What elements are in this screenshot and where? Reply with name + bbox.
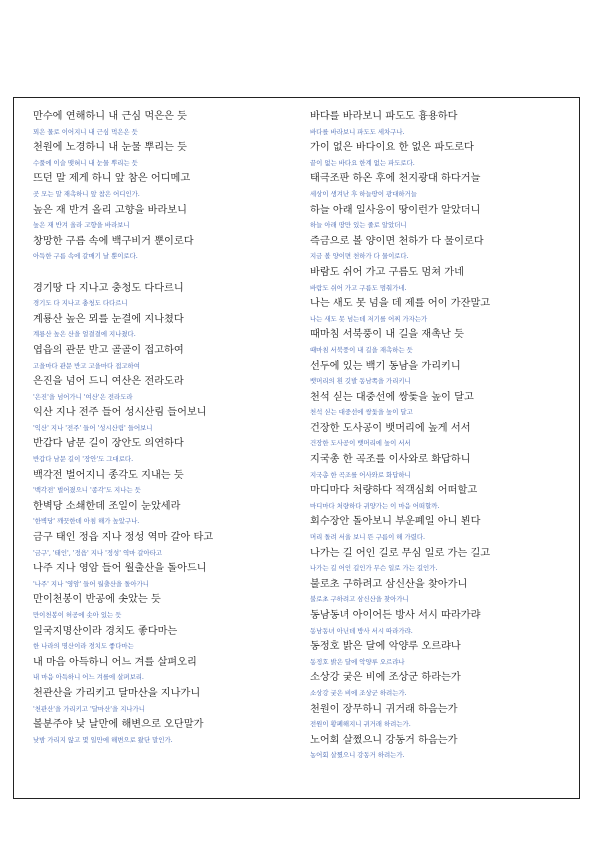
verse-line: 백각전 벌어지니 종각도 지내는 듯 [33, 469, 184, 481]
verse-translation: '금구', '태인', '정읍' 지나 '정성' 역마 갈아타고 [33, 548, 163, 557]
verse-translation: 건장한 도사공이 뱃머리에 높이 서서 [310, 439, 411, 448]
verse-translation: 내 마음 아득하니 어느 겨를에 살펴보리. [33, 673, 144, 682]
verse-line: 불로초 구하려고 삼신산을 찾아가니 [310, 578, 468, 590]
verse-line: 경기땅 다 지나고 충청도 다다르니 [33, 282, 184, 294]
verse-translation: 나는 새도 못 넘는데 저기를 어찌 가자는가 [310, 314, 428, 323]
verse-translation: 천석 싣는 대중선에 쌍돛을 높이 달고 [310, 408, 413, 417]
verse-line: 천원이 장무하니 귀거래 하음는가 [310, 703, 458, 715]
verse-line: 나가는 길 어인 길로 무심 일로 가는 길고 [310, 547, 491, 559]
verse-translation: 높은 재 반겨 올라 고향을 바라보니 [33, 221, 130, 230]
stanza-gap [33, 265, 295, 281]
verse-translation: 계룡산 높은 산을 얼결결에 지나쳤다. [33, 330, 136, 339]
verse-line: 하늘 아래 일사응이 땅이런가 알았더니 [310, 204, 481, 216]
verse-line: 은진을 넘어 드니 여산은 전라도라 [33, 376, 184, 388]
verse-translation: 수풀에 이슬 맺혀니 내 눈물 뿌리는 듯 [33, 158, 138, 167]
verse-line: 태극조판 하온 후에 천지광대 하다거늘 [310, 173, 481, 185]
verse-line: 즉금으로 볼 양이면 천하가 다 물이로다 [310, 235, 484, 247]
verse-translation: 때마침 서북풍이 내 길을 재촉하는 듯 [310, 345, 413, 354]
verse-line: 만수에 연해하니 내 근심 먹은은 듯 [33, 111, 187, 122]
verse-translation: 반갑다 남문 길이 '장안'도 그대로다. [33, 455, 134, 464]
verse-translation: 고을마다 관문 반고 고을마다 접고하여 [33, 361, 140, 370]
verse-translation: 마디마다 처량하다 귀양가는 이 마음 어떠할까. [310, 501, 440, 510]
verse-translation: 만이천봉이 허공에 솟아 있는 듯 [33, 611, 122, 619]
verse-line: 볼분주야 낮 날만에 해변으로 오단말가 [33, 719, 204, 731]
verse-line: 반갑다 남문 길이 장안도 의연하다 [33, 438, 184, 450]
verse-line: 회수장안 돌아보니 부운폐일 아니 뵌다 [310, 516, 481, 528]
verse-translation: 끝이 없는 바다요 한계 없는 파도로다. [310, 158, 415, 167]
verse-line: 천관산을 가리키고 달마산을 지나가니 [33, 687, 201, 699]
verse-translation: 하늘 아래 땅만 있는 줄로 알았더니 [310, 221, 407, 230]
verse-translation: '익산' 지나 '전주' 들어 '성시산림' 들어보니 [33, 423, 153, 432]
verse-line: 천원에 노경하니 내 눈물 뿌리는 듯 [33, 142, 187, 154]
verse-line: 나는 새도 못 넘을 데 제를 어이 가잔말고 [310, 298, 491, 310]
right-column [310, 109, 572, 764]
verse-translation: 머리 돌려 서울 보니 뜬 구름이 해 가렸다. [310, 533, 426, 542]
verse-translation: '은진'을 넘어가니 '여산'은 전라도라 [33, 392, 133, 401]
verse-line: 금구 태인 정읍 지나 정성 역마 갈아 타고 [33, 532, 214, 544]
verse-translation: 아득한 구름 속에 갈매기 날 뿐이로다. [33, 252, 138, 261]
verse-translation: '천관산'을 가리키고 '달마산'을 지나가니 [33, 704, 145, 713]
verse-line: 계룡산 높은 뫼를 눈결에 지나쳤다 [33, 313, 184, 325]
verse-translation: 경기도 다 지나고 충청도 다다르니 [33, 299, 128, 308]
verse-line: 익산 지나 전주 들어 성시산림 들어보니 [33, 407, 207, 419]
verse-translation: 바람도 쉬어 가고 구름도 멈춰가네. [310, 283, 407, 292]
verse-line: 엽읍의 관문 반고 골골이 접고하여 [33, 344, 184, 356]
verse-line: 바다를 바라보니 파도도 흉용하다 [310, 111, 458, 122]
verse-translation: 세상이 생겨난 후 하늘땅이 광대하거늘 [310, 189, 417, 198]
verse-line: 건장한 도사공이 뱃머리에 높게 서서 [310, 422, 471, 434]
verse-line: 내 마음 아득하니 어느 겨를 살펴오리 [33, 656, 197, 668]
verse-line: 만이천봉이 반공에 솟았는 듯 [33, 594, 161, 606]
verse-translation: 한 나라의 명산이라 경치도 좋다마는 [33, 642, 134, 651]
verse-translation: '나주' 지나 '영암' 들어 월출산을 돌아가니 [33, 579, 149, 588]
verse-line: 마디마다 처량하다 적객심회 어떠할고 [310, 485, 478, 497]
verse-translation: 동남동녀 아닌데 방사 서시 따라가랴. [310, 626, 413, 635]
verse-line: 동남동녀 아이어든 방사 서시 따라가랴 [310, 610, 481, 621]
verse-translation: 동정호 밝은 달에 악양루 오르랴나 [310, 657, 405, 666]
verse-translation: 불로초 구하려고 삼신산을 찾아가니 [310, 595, 409, 604]
verse-line: 때마침 서북풍이 내 길을 재촉난 듯 [310, 329, 464, 341]
left-column [33, 109, 295, 748]
verse-translation: 농어회 살쪘으니 강동거 하려는가. [310, 751, 405, 760]
verse-line: 동정호 밝은 달에 악양루 오르랴나 [310, 641, 461, 653]
verse-translation: 낮밤 가리지 않고 몇 일만에 해변으로 왔단 말인가. [33, 735, 173, 744]
verse-line: 바람도 쉬어 가고 구름도 멈쳐 가네 [310, 266, 464, 278]
verse-line: 나주 지나 영암 들어 월출산을 돌아드니 [33, 563, 207, 575]
verse-translation: '백각전' 벌어졌으니 '종각'도 지나는 듯 [33, 486, 141, 495]
verse-translation: 뱃머리의 흰 깃발 동남쪽을 가리키니 [310, 377, 411, 386]
verse-translation: 지금 볼 양이면 천하가 다 물이로다. [310, 252, 409, 261]
verse-line: 소상강 궂은 비에 조상군 하라는가 [310, 672, 461, 684]
verse-translation: 소상강 궂은 비에 조상군 하려는가. [310, 688, 407, 697]
verse-translation: 나가는 길 어인 길인가 무슨 일로 가는 길인가. [310, 564, 438, 573]
verse-line: 지국총 한 곡조를 이사와로 화답하니 [310, 454, 471, 466]
verse-translation: '한벽당' 깨끗한데 아침 해가 높았구나. [33, 517, 140, 526]
verse-line: 뜨던 말 제게 하니 앞 참은 어디메고 [33, 173, 191, 185]
verse-line: 천석 싣는 대중선에 쌍돛을 높이 달고 [310, 391, 474, 403]
verse-translation: 바다를 바라보니 파도도 세차구나. [310, 127, 405, 136]
verse-line: 선두에 있는 백기 동남을 가리키니 [310, 360, 461, 372]
verse-line: 가이 없은 바다이요 한 없은 파도로다 [310, 142, 474, 154]
verse-line: 높은 재 반겨 올리 고향을 바라보니 [33, 204, 187, 216]
verse-translation: 지국총 한 곡조를 어사와로 화답하니 [310, 470, 411, 479]
verse-translation: 전원이 황폐해지니 귀거래 하려는가. [310, 720, 411, 729]
verse-line: 노어회 살쩠으니 강동거 하음는가 [310, 734, 458, 746]
verse-translation: 곳 모는 말 재촉하니 앞 참은 어디인가. [33, 189, 140, 198]
verse-line: 창망한 구름 속에 백구비거 뿐이로다 [33, 235, 194, 247]
verse-line: 일국지명산이라 경치도 좋다마는 [33, 625, 178, 637]
verse-translation: 뫼은 물로 이어지니 내 근심 먹은은 듯 [33, 127, 138, 136]
verse-line: 한벽당 소쇄한데 조일이 눈았세라 [33, 500, 181, 512]
